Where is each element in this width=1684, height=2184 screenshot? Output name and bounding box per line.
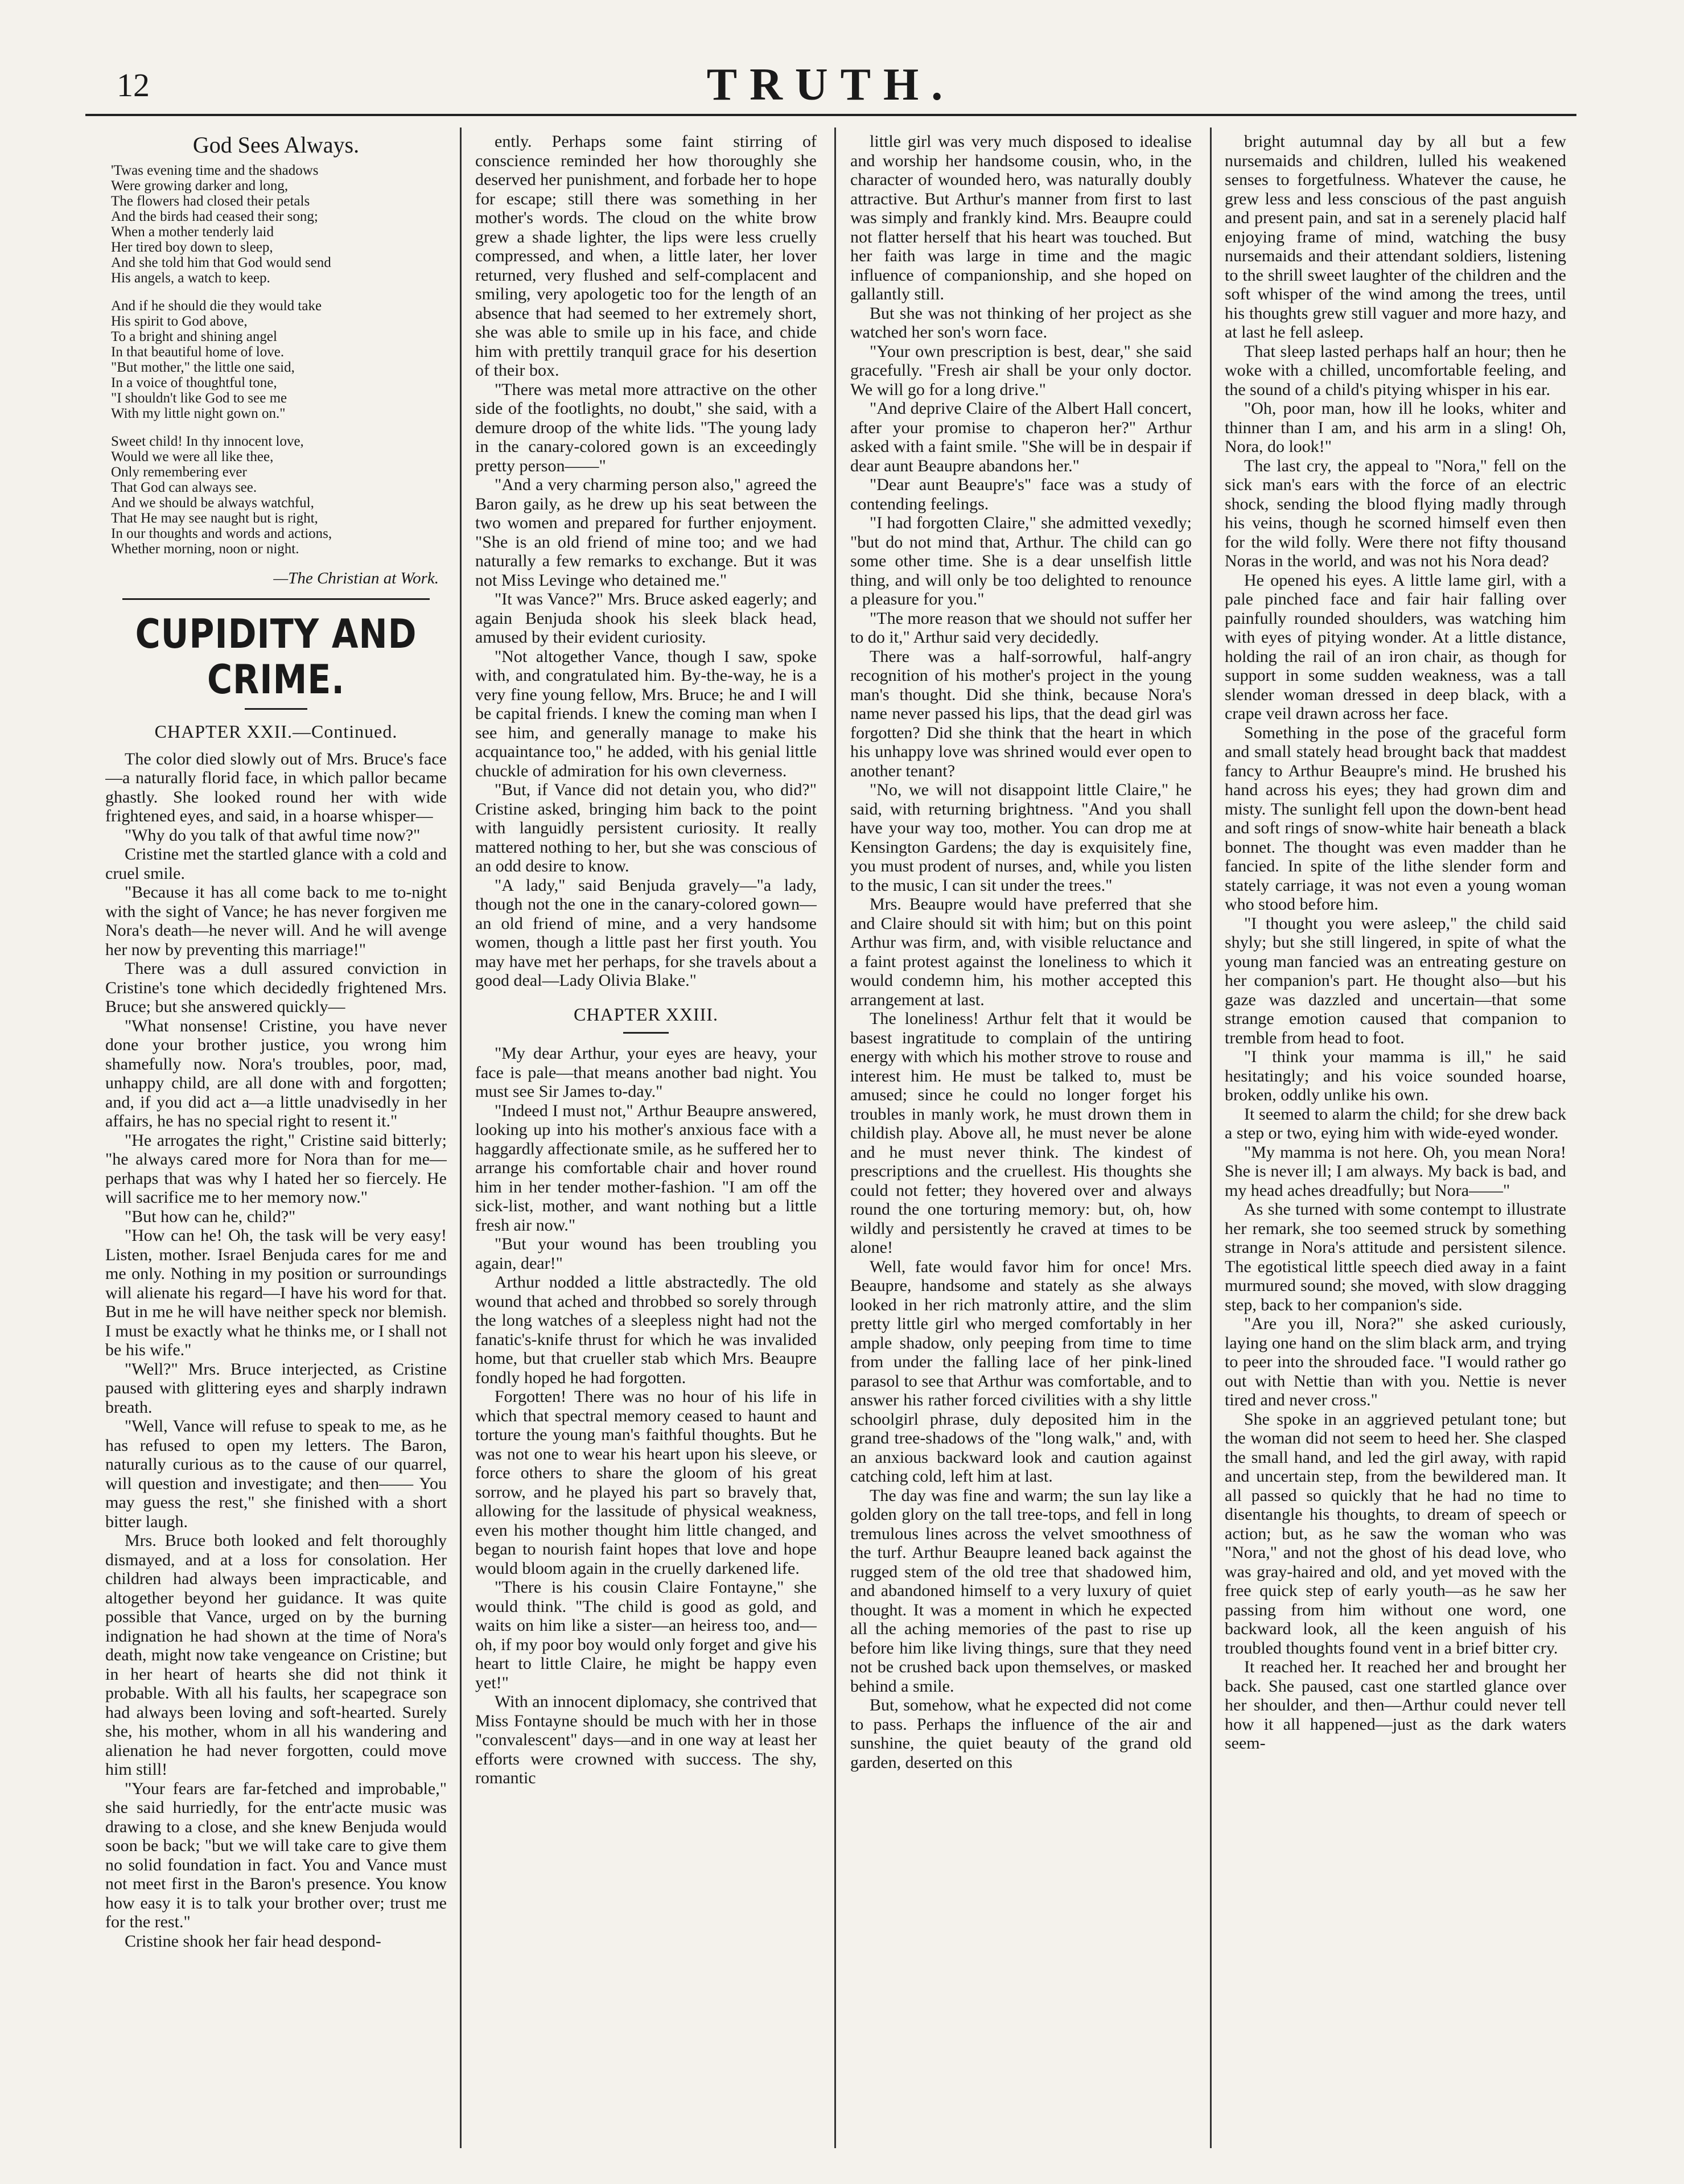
paragraph: Forgotten! There was no hour of his life in which that spectral memory ceased to haunt and torture the young man's faithful thoughts. But he was not one to wear his heart upon his sleeve, or force others to share the gloom of his great sorrow, and he played his part so bravely that, allowing for the lassitude of physical weakness, even his mother thought him little changed, and began to nourish faint hopes that love and hope would bloom again in the cruelly darkened life. bbox=[475, 1387, 817, 1578]
paragraph: Well, fate would favor him for once! Mrs. Beaupre, handsome and stately as she always looked in her rich matronly attire, and the slim pretty little girl who merged comfortably in her ample shadow, only peeping from time to time from under the falling lace of her pink-lined parasol to see that Arthur was comfortable, and to answer his rather forced civilities with a shy little schoolgirl phrase, duly deposited him in the grand tree-shadows of the "long walk," and, with an anxious backward look and caution against catching cold, left him at last. bbox=[850, 1257, 1192, 1486]
paragraph: "A lady," said Benjuda gravely—"a lady, though not the one in the canary-colored gown—an old friend of mine, and a very handsome women, though a little past her first youth. You may have met her perhaps, for she travels about a good deal—Lady Olivia Blake." bbox=[475, 875, 817, 990]
poem-line: In that beautiful home of love. bbox=[111, 344, 285, 360]
paragraph: There was a half-sorrowful, half-angry recognition of his mother's project in the young man's thought. Did she think, because Nora's name never passed his lips, that the dead girl was forgotten? Did she think that the heart in which his unhappy love was shrined would ever open to another tenant? bbox=[850, 647, 1192, 780]
paragraph: "How can he! Oh, the task will be very easy! Listen, mother. Israel Benjuda cares for me and me only. Nothing in my position or surroundings will alienate his regard—I have his word for that. But in me he will have neither speck nor blemish. I must be exactly what he thinks me, or I shall not be his wife." bbox=[105, 1226, 447, 1359]
paragraph: "There is his cousin Claire Fontayne," she would think. "The child is good as gold, and waits on him like a sister—an heiress too, and—oh, if my poor boy would only forget and give his heart to little Claire, he might be happy even yet!" bbox=[475, 1578, 817, 1692]
paragraph: Cristine met the startled glance with a cold and cruel smile. bbox=[105, 845, 447, 883]
paragraph: "Well, Vance will refuse to speak to me, as he has refused to open my letters. The Baron, naturally curious as to the cause of our quarrel, will question and investigate; and then—— You may guess the rest," she finished with a short bitter laugh. bbox=[105, 1417, 447, 1531]
poem-line: "I shouldn't like God to see me bbox=[111, 390, 287, 406]
paragraph: bright autumnal day by all but a few nursemaids and children, lulled his weakened senses to forgetfulness. Whatever the cause, he grew less and less conscious of the past anguish and present pain, and sat in a serenely placid half enjoying frame of mind, watching the busy nursemaids and their attendant soldiers, listening to the shrill sweet laughter of the children and the soft whisper of the wind among the trees, until his thoughts grew still vaguer and more hazy, and at last he fell asleep. bbox=[1225, 132, 1566, 342]
paragraph: "Are you ill, Nora?" she asked curiously, laying one hand on the slim black arm, and trying to peer into the shrouded face. "I would rather go out with Nettie than with you. Nettie is never tired and never cross." bbox=[1225, 1314, 1566, 1409]
poem-line: Would we were all like thee, bbox=[111, 449, 274, 464]
paragraph: Cristine shook her fair head despond- bbox=[125, 1931, 381, 1951]
poem-line: 'Twas evening time and the shadows bbox=[111, 162, 319, 178]
paragraph: "I thought you were asleep," the child said shyly; but she still lingered, in spite of what the young man fancied was an entreating gesture on her companion's part. He thought also—but his gaze was dazzled and uncertain—that some strange emotion caused that companion to tremble from head to foot. bbox=[1225, 914, 1566, 1047]
newspaper-title: TRUTH. bbox=[706, 60, 956, 110]
paragraph: "My dear Arthur, your eyes are heavy, your face is pale—that means another bad night. You must see Sir James to-day." bbox=[475, 1044, 817, 1101]
poem-line: That God can always see. bbox=[111, 479, 257, 495]
poem-line: And if he should die they would take bbox=[111, 298, 322, 314]
paragraph: She spoke in an aggrieved petulant tone; but the woman did not seem to heed her. She clasped the small hand, and led the girl away, with rapid and uncertain step, from the bewildered man. It all passed so quickly that he had no time to disentangle his thoughts, to dream of speech or action; but, as he saw the woman who was "Nora," and not the ghost of his dead love, who was gray-haired and old, and yet moved with the free quick step of early youth—as he saw her passing from him without one word, one backward look, all the keen anguish of his troubled thoughts found vent in a brief bitter cry. bbox=[1225, 1409, 1566, 1657]
poem-line: That He may see naught but is right, bbox=[111, 510, 318, 526]
paragraph: "The more reason that we should not suffer her to do it," Arthur said very decidedly. bbox=[850, 608, 1192, 647]
masthead bbox=[85, 51, 1576, 116]
paragraph: little girl was very much disposed to idealise and worship her handsome cousin, who, in the character of wounded hero, was naturally doubly attractive. But Arthur's manner from first to last was simply and frankly kind. Mrs. Beaupre could not flatter herself that his heart was touched. But her faith was large in time and the magic influence of companionship, and she hoped on gallantly still. bbox=[850, 132, 1192, 303]
paragraph: "But how can he, child?" bbox=[125, 1207, 296, 1226]
paragraph: "I had forgotten Claire," she admitted vexedly; "but do not mind that, Arthur. The child can go some other time. She is a dear unselfish little thing, and will only be too delighted to renounce a pleasure for you." bbox=[850, 513, 1192, 608]
paragraph: The day was fine and warm; the sun lay like a golden glory on the tall tree-tops, and fell in long tremulous lines across the velvet smoothness of the turf. Arthur Beaupre leaned back against the rugged stem of the old tree that shadowed him, and abandoned himself to a very luxury of quiet thought. It was a moment in which he expected all the aching memories of the past to rise up before him like living things, sure that they need not be crushed back upon themselves, or masked behind a smile. bbox=[850, 1486, 1192, 1696]
poem-line: "But mother," the little one said, bbox=[111, 359, 295, 375]
paragraph: Something in the pose of the graceful form and small stately head brought back that maddest fancy to Arthur Beaupre's mind. He brushed his hand across his eyes; they had grown dim and misty. The sunlight fell upon the down-bent head and soft rings of snow-white hair beneath a black bonnet. The thought was even madder than he fancied. In spite of the lithe slender form and stately carriage, it was not even a young woman who stood before him. bbox=[1225, 723, 1566, 914]
paragraph: "Your own prescription is best, dear," she said gracefully. "Fresh air shall be your only doctor. We will go for a long drive." bbox=[850, 342, 1192, 399]
poem-stanza bbox=[105, 298, 447, 421]
poem-stanza bbox=[105, 163, 447, 286]
paragraph: "Your fears are far-fetched and improbable," she said hurriedly, for the entr'acte music was drawing to a close, and she knew Benjuda would soon be back; "but we will take care to give them no solid foundation in fact. You and Vance must not meet first in the Baron's presence. You know how easy it is to talk your brother over; trust me for the rest." bbox=[105, 1779, 447, 1931]
column-rule bbox=[834, 127, 836, 2148]
column-rule bbox=[1210, 127, 1212, 2148]
paragraph: Arthur nodded a little abstractedly. The old wound that ached and throbbed so sorely through the long watches of a sleepless night had not the fanatic's-knife thrust for which he was invalided home, but that crueller stab which Mrs. Beaupre fondly hoped he had forgotten. bbox=[475, 1273, 817, 1387]
poem-line: His angels, a watch to keep. bbox=[111, 270, 270, 286]
paragraph: With an innocent diplomacy, she contrived that Miss Fontayne should be much with her in those "convalescent" days—and in one way at least her efforts were crowned with success. The shy, romantic bbox=[475, 1692, 817, 1787]
chapter-heading: CHAPTER XXIII. bbox=[574, 1003, 718, 1025]
paragraph: He opened his eyes. A little lame girl, with a pale pinched face and fair hair falling over painfully rounded shoulders, was watching him with eyes of pitying wonder. At a little distance, holding the rail of an iron chair, as though for support in some sudden weakness, was a tall slender woman dressed in deep black, with a crape veil drawn across her face. bbox=[1225, 570, 1566, 723]
paragraph: "What nonsense! Cristine, you have never done your brother justice, you wrong him shamefully now. Nora's troubles, poor, mad, unhappy child, are all done with and forgotten; and, if you did act a—a little unadvisedly in her affairs, he has no special right to resent it." bbox=[105, 1016, 447, 1130]
paragraph: ently. Perhaps some faint stirring of conscience reminded her how thoroughly she deserved her punishment, and forbade her to hope for escape; still there was something in her mother's words. The cloud on the white brow grew a shade lighter, the lips were less cruelly compressed, and when, a little later, her lover returned, very flushed and self-complacent and smiling, very apologetic too for the length of an absence that had seemed to her extremely short, she was able to smile up in his face, and chide him with prettily tranquil grace for his desertion of their box. bbox=[475, 132, 817, 380]
poem-line: Were growing darker and long, bbox=[111, 178, 289, 194]
story-title: CUPIDITY AND CRIME. bbox=[135, 611, 417, 703]
poem-line: Her tired boy down to sleep, bbox=[111, 239, 273, 255]
paragraph: It seemed to alarm the child; for she drew back a step or two, eying him with wide-eyed wonder. bbox=[1225, 1104, 1566, 1142]
column-1 bbox=[105, 132, 447, 2136]
poem-line: The flowers had closed their petals bbox=[111, 193, 310, 209]
paragraph: The last cry, the appeal to "Nora," fell on the sick man's ears with the force of an electric shock, sending the blood flying madly through his veins, though he scorned himself even then for the wild folly. Were there not fifty thousand Noras in the world, and was not his Nora dead? bbox=[1225, 456, 1566, 570]
poem-title: God Sees Always. bbox=[192, 132, 360, 158]
paragraph: "Oh, poor man, how ill he looks, whiter and thinner than I am, and his arm in a sling! Oh, Nora, do look!" bbox=[1225, 399, 1566, 456]
poem-line: When a mother tenderly laid bbox=[111, 224, 274, 240]
paragraph: Mrs. Bruce both looked and felt thoroughly dismayed, and at a loss for consolation. Her children had always been impracticable, and altogether beyond her guidance. It was quite possible that Vance, urged on by the burning indignation he had shown at the time of Nora's death, might now take vengeance on Cristine; but in her heart of hearts she did not think it probable. With all his faults, her scapegrace son had always been loving and soft-hearted. Surely she, his mother, whom in all his wandering and alienation he had never forgotten, could move him still! bbox=[105, 1531, 447, 1779]
paragraph: "But, if Vance did not detain you, who did?" Cristine asked, bringing him back to the point with languidly persistent curiosity. It really mattered nothing to her, but she was conscious of an odd desire to know. bbox=[475, 780, 817, 875]
poem-line: Sweet child! In thy innocent love, bbox=[111, 433, 304, 449]
poem-line: With my little night gown on." bbox=[111, 405, 286, 421]
paragraph: "Because it has all come back to me to-night with the sight of Vance; he has never forgiven me Nora's death—he never will. And he will avenge her now by preventing this marriage!" bbox=[105, 883, 447, 959]
chapter-heading: CHAPTER XXII.—Continued. bbox=[154, 721, 398, 742]
page-number: 12 bbox=[117, 67, 150, 104]
column-2 bbox=[475, 132, 817, 2136]
paragraph: "I think your mamma is ill," he said hesitatingly; and his voice sounded hoarse, broken, oddly unlike his own. bbox=[1225, 1047, 1566, 1104]
paragraph: There was a dull assured conviction in Cristine's tone which decidedly frightened Mrs. Bruce; but she answered quickly— bbox=[105, 959, 447, 1016]
title-divider bbox=[245, 708, 307, 710]
paragraph: "He arrogates the right," Cristine said bitterly; "he always cared more for Nora than for me—perhaps that was why I hated her so fiercely. He will sacrifice me to her memory now." bbox=[105, 1130, 447, 1207]
poem-attribution: —The Christian at Work. bbox=[273, 569, 439, 587]
paragraph: "Not altogether Vance, though I saw, spoke with, and congratulated him. By-the-way, he is a very fine young fellow, Mrs. Bruce; he and I will be capital friends. I knew the coming man when I see him, and generally manage to make his acquaintance too," he added, with his genial little chuckle of admiration for his own cleverness. bbox=[475, 647, 817, 780]
paragraph: "But your wound has been troubling you again, dear!" bbox=[475, 1235, 817, 1273]
paragraph: "Dear aunt Beaupre's" face was a study of contending feelings. bbox=[850, 475, 1192, 513]
paragraph: It reached her. It reached her and brought her back. She paused, cast one startled glance over her shoulder, and then—Arthur could never tell how it all happened—just as the dark waters seem- bbox=[1225, 1657, 1566, 1753]
paragraph: "It was Vance?" Mrs. Bruce asked eagerly; and again Benjuda shook his sleek black head, amused by their evident curiosity. bbox=[475, 590, 817, 647]
column-rule bbox=[460, 127, 462, 2148]
paragraph: "There was metal more attractive on the other side of the footlights, no doubt," she said, with a demure droop of the white lids. "The young lady in the canary-colored gown is an exceedingly pretty person——" bbox=[475, 380, 817, 475]
poem-line: Only remembering ever bbox=[111, 464, 247, 480]
poem-line: In our thoughts and words and actions, bbox=[111, 525, 332, 541]
section-divider bbox=[122, 598, 430, 600]
chapter-divider bbox=[623, 1032, 669, 1034]
paragraph: "And a very charming person also," agreed the Baron gaily, as he drew up his seat between the two women and prepared for further enjoyment. "She is an old friend of mine too; and we had naturally a few remarks to exchange. But it was not Miss Levinge who detained me." bbox=[475, 475, 817, 590]
poem-line: And we should be always watchful, bbox=[111, 495, 314, 511]
paragraph: "Why do you talk of that awful time now?" bbox=[125, 825, 421, 845]
poem-line: In a voice of thoughtful tone, bbox=[111, 375, 277, 390]
poem-line: His spirit to God above, bbox=[111, 313, 248, 329]
paragraph: Mrs. Beaupre would have preferred that she and Claire should sit with him; but on this point Arthur was firm, and, with visible reluctance and a faint protest against the loneliness to which it would condemn him, his mother accepted this arrangement at last. bbox=[850, 895, 1192, 1009]
poem-stanza bbox=[105, 434, 447, 557]
paragraph: "No, we will not disappoint little Claire," he said, with returning brightness. "And you shall have your way too, mother. You can drop me at Kensington Gardens; the day is exquisitely fine, you must prodent of nurses, and, while you listen to the music, I can sit under the trees." bbox=[850, 780, 1192, 895]
paragraph: "And deprive Claire of the Albert Hall concert, after your promise to chaperon her?" Arthur asked with a faint smile. "She will be in despair if dear aunt Beaupre abandons her." bbox=[850, 399, 1192, 475]
paragraph: The color died slowly out of Mrs. Bruce's face—a naturally florid face, in which pallor became ghastly. She looked round her with wide frightened eyes, and said, in a hoarse whisper— bbox=[105, 749, 447, 825]
poem-line: To a bright and shining angel bbox=[111, 328, 277, 344]
column-3 bbox=[850, 132, 1192, 2136]
poem-line: And the birds had ceased their song; bbox=[111, 208, 318, 224]
paragraph: But she was not thinking of her project as she watched her son's worn face. bbox=[850, 303, 1192, 342]
paragraph: But, somehow, what he expected did not come to pass. Perhaps the influence of the air and sunshine, the quiet beauty of the grand old garden, deserted on this bbox=[850, 1696, 1192, 1772]
poem-line: And she told him that God would send bbox=[111, 254, 331, 270]
paragraph: "My mamma is not here. Oh, you mean Nora! She is never ill; I am always. My back is bad, and my head aches dreadfully; but Nora——" bbox=[1225, 1142, 1566, 1200]
paragraph: That sleep lasted perhaps half an hour; then he woke with a chilled, uncomfortable feeling, and the sound of a child's pitying whisper in his ear. bbox=[1225, 342, 1566, 399]
column-4 bbox=[1225, 132, 1566, 2136]
paragraph: The loneliness! Arthur felt that it would be basest ingratitude to complain of the untiring energy with which his mother strove to rouse and interest him. He must be talked to, must be amused; since he could no longer forget his troubles in manly work, he must drown them in childish play. Above all, he must never be alone and he must never think. The kindest of prescriptions and the cruellest. His thoughts she could not fetter; they hovered over and always round the one torturing memory: but, oh, how wildly and persistently he craved at times to be alone! bbox=[850, 1009, 1192, 1257]
paragraph: "Indeed I must not," Arthur Beaupre answered, looking up into his mother's anxious face with a haggardly affectionate smile, as he suffered her to arrange his comfortable chair and hover round him in her tender mother-fashion. "I am off the sick-list, mother, and want nothing but a little fresh air now." bbox=[475, 1101, 817, 1235]
paragraph: "Well?" Mrs. Bruce interjected, as Cristine paused with glittering eyes and sharply indrawn breath. bbox=[105, 1359, 447, 1417]
paragraph: As she turned with some contempt to illustrate her remark, she too seemed struck by something strange in Nora's attitude and persistent silence. The egotistical little speech died away in a faint murmured sound; she moved, with slow dragging step, back to her companion's side. bbox=[1225, 1200, 1566, 1314]
poem-line: Whether morning, noon or night. bbox=[111, 541, 299, 557]
